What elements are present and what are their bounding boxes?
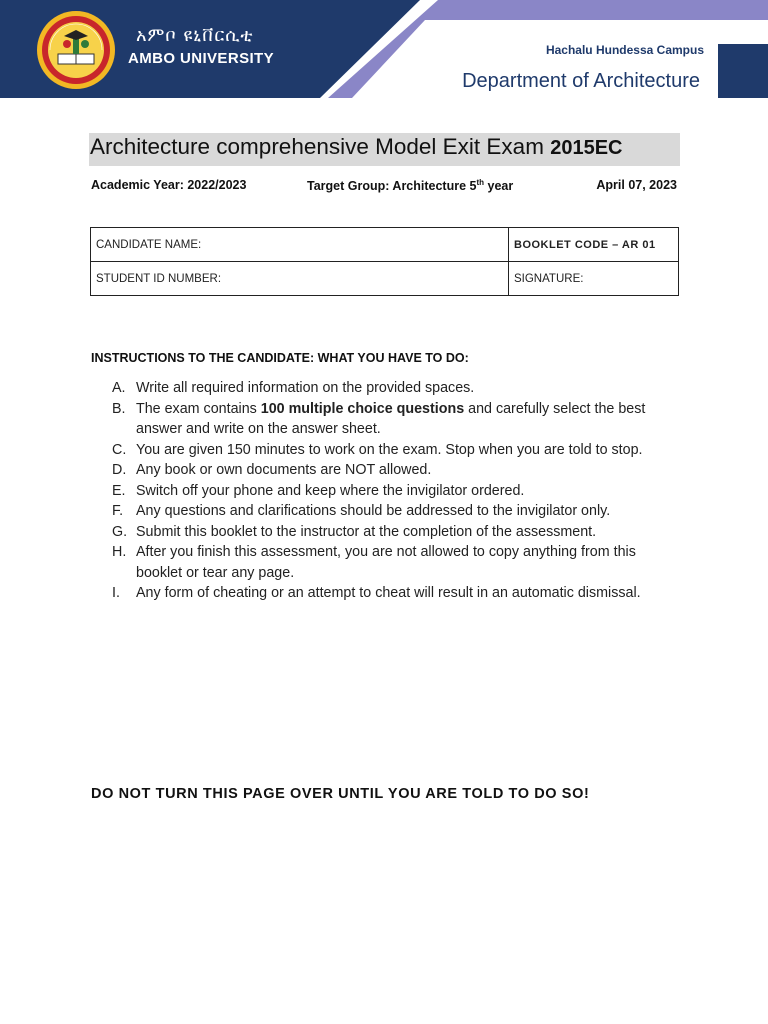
exam-title-year: 2015EC [550,137,623,159]
target-group [307,178,513,193]
header-banner [0,0,768,98]
candidate-info-table [90,227,679,296]
list-item [112,460,682,481]
target-group-text: Target Group: Architecture 5 [307,179,477,194]
list-item-text: After you finish this assessment, you are not allowed to copy anything from this booklet or tear any page. [136,544,636,581]
list-item-letter: I. [112,585,120,601]
list-item-letter: F. [112,503,124,519]
university-name-amharic: አምቦ ዩኒቨርሲቲ [136,25,254,46]
target-group-superscript: th [476,178,485,187]
list-item [112,399,682,440]
department-name: Department of Architecture [462,70,700,92]
list-item [112,440,682,461]
list-item-letter: C. [112,441,127,458]
list-item [112,522,682,543]
list-item-text: Any form of cheating or an attempt to cheat will result in an automatic dismissal. [136,585,641,601]
warning-notice: DO NOT TURN THIS PAGE OVER UNTIL YOU ARE TOLD TO DO SO! [91,786,590,802]
list-item-text-pre: The exam contains [136,400,261,417]
university-logo [36,10,116,90]
list-item-letter: D. [112,462,127,478]
list-item [112,542,682,583]
list-item-text-post: and carefully select the best answer and write on the answer sheet. [136,400,646,437]
academic-year: Academic Year: 2022/2023 [91,178,247,192]
exam-title-text: Architecture comprehensive Model Exit Exam [90,134,544,159]
list-item [112,501,682,522]
list-item-letter: H. [112,544,127,560]
table-row [91,262,679,296]
list-item-text: Submit this booklet to the instructor at the completion of the assessment. [136,523,597,540]
campus-name: Hachalu Hundessa Campus [545,43,704,57]
target-group-suffix: year [484,179,514,194]
exam-date: April 07, 2023 [596,178,677,192]
list-item-text: Write all required information on the provided spaces. [136,380,475,396]
list-item-letter: B. [112,400,126,417]
university-name: AMBO UNIVERSITY [128,50,275,67]
list-item-text: You are given 150 minutes to work on the exam. Stop when you are told to stop. [136,441,643,458]
instructions-heading: INSTRUCTIONS TO THE CANDIDATE: WHAT YOU HAVE TO DO: [91,351,469,365]
list-item [112,481,682,502]
list-item-text: Switch off your phone and keep where the invigilator ordered. [136,482,525,499]
student-id-field[interactable]: STUDENT ID NUMBER: [91,262,509,296]
list-item [112,583,682,604]
booklet-code: BOOKLET CODE – AR 01 [509,228,679,262]
list-item-letter: A. [112,380,126,396]
list-item-text [136,399,682,440]
exam-title [90,134,622,160]
list-item [112,378,682,399]
candidate-name-field[interactable]: CANDIDATE NAME: [91,228,509,262]
list-item-text-bold: 100 multiple choice questions [260,400,465,417]
list-item-letter: G. [112,523,128,540]
instructions-list [112,378,682,604]
table-row [91,228,679,262]
list-item-letter: E. [112,482,126,499]
list-item-text: Any book or own documents are NOT allowed. [136,462,432,478]
signature-field[interactable]: SIGNATURE: [509,262,679,296]
list-item-text: Any questions and clarifications should be addressed to the invigilator only. [136,503,611,519]
